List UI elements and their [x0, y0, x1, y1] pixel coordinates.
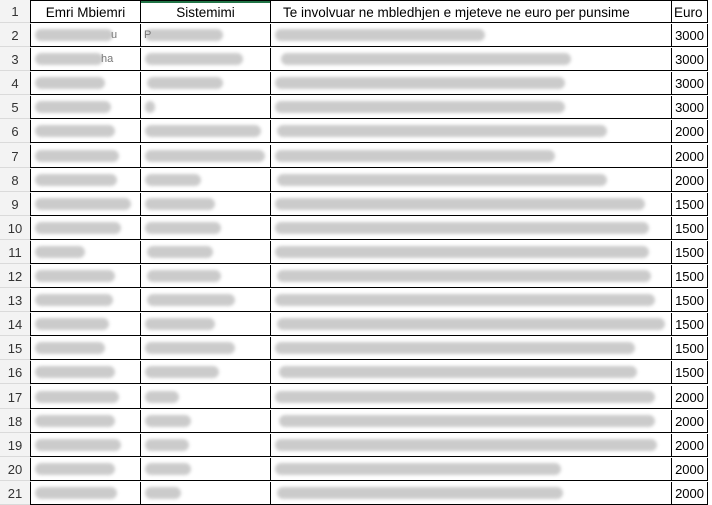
table-row — [0, 145, 712, 168]
system-cell[interactable] — [141, 289, 271, 312]
table-row — [0, 96, 712, 119]
euro-cell[interactable]: 1500 — [672, 193, 708, 216]
table-row — [0, 193, 712, 216]
name-cell[interactable] — [30, 434, 141, 457]
system-cell[interactable] — [141, 458, 271, 481]
euro-cell[interactable]: 2000 — [672, 434, 708, 457]
involvement-cell[interactable] — [271, 386, 672, 409]
table-row — [0, 337, 712, 360]
system-cell[interactable] — [141, 193, 271, 216]
system-cell[interactable] — [141, 169, 271, 192]
table-row — [0, 265, 712, 288]
row-number[interactable]: 7 — [0, 145, 30, 168]
name-cell[interactable] — [30, 96, 141, 119]
redaction-smear — [145, 150, 265, 162]
redaction-smear — [35, 415, 115, 427]
row-number[interactable]: 1 — [0, 0, 30, 23]
involvement-cell[interactable] — [271, 289, 672, 312]
involvement-cell[interactable] — [271, 48, 672, 71]
redaction-smear — [275, 246, 649, 258]
redaction-smear — [145, 463, 191, 475]
involvement-cell[interactable] — [271, 265, 672, 288]
system-cell[interactable] — [141, 217, 271, 240]
euro-cell[interactable]: 1500 — [672, 217, 708, 240]
table-row — [0, 458, 712, 481]
table-row — [0, 313, 712, 336]
redaction-smear — [35, 270, 115, 282]
table-row — [0, 24, 712, 47]
table-row — [0, 72, 712, 95]
row-number[interactable]: 6 — [0, 120, 30, 143]
table-row — [0, 434, 712, 457]
system-cell[interactable] — [141, 265, 271, 288]
euro-cell[interactable]: 3000 — [672, 96, 708, 119]
involvement-cell[interactable] — [271, 96, 672, 119]
euro-cell[interactable]: 1500 — [672, 313, 708, 336]
redaction-smear — [35, 487, 117, 499]
redaction-smear — [35, 463, 115, 475]
redaction-smear — [277, 270, 651, 282]
row-number[interactable]: 9 — [0, 193, 30, 216]
visible-text-fragment: ha — [101, 53, 114, 66]
redaction-smear — [145, 125, 261, 137]
involvement-cell[interactable] — [271, 120, 672, 143]
redaction-smear — [145, 29, 223, 41]
system-cell[interactable] — [141, 120, 271, 143]
involvement-cell[interactable] — [271, 169, 672, 192]
system-cell[interactable] — [141, 241, 271, 264]
redaction-smear — [145, 318, 215, 330]
redaction-smear — [35, 174, 117, 186]
involvement-cell[interactable] — [271, 313, 672, 336]
involvement-cell[interactable] — [271, 193, 672, 216]
redaction-smear — [275, 222, 649, 234]
redaction-smear — [145, 53, 243, 65]
redaction-smear — [35, 294, 113, 306]
redaction-smear — [281, 53, 571, 65]
system-cell[interactable] — [141, 361, 271, 384]
system-cell[interactable] — [141, 482, 271, 505]
row-number[interactable]: 19 — [0, 434, 30, 457]
table-row — [0, 217, 712, 240]
euro-cell[interactable]: 2000 — [672, 410, 708, 433]
table-row — [0, 386, 712, 409]
system-cell[interactable] — [141, 48, 271, 71]
redaction-smear — [147, 270, 221, 282]
header-system-cell[interactable]: Sistemimi — [141, 0, 271, 23]
euro-cell[interactable]: 2000 — [672, 120, 708, 143]
redaction-smear — [35, 198, 131, 210]
visible-text-fragment: u — [111, 29, 118, 41]
row-number[interactable]: 15 — [0, 337, 30, 360]
euro-cell[interactable]: 2000 — [672, 169, 708, 192]
system-cell[interactable] — [141, 337, 271, 360]
redaction-smear — [145, 366, 219, 378]
euro-cell[interactable]: 3000 — [672, 72, 708, 95]
redaction-smear — [35, 53, 103, 65]
euro-cell[interactable]: 1500 — [672, 361, 708, 384]
redaction-smear — [35, 318, 109, 330]
name-cell[interactable] — [30, 458, 141, 481]
redaction-smear — [145, 101, 155, 113]
name-cell[interactable] — [30, 361, 141, 384]
header-involvement-cell[interactable]: Te involvuar ne mbledhjen e mjeteve ne euro per punsime — [271, 0, 672, 23]
name-cell[interactable] — [30, 337, 141, 360]
visible-text-fragment: P — [144, 29, 152, 41]
redaction-smear — [35, 125, 115, 137]
row-number[interactable]: 4 — [0, 72, 30, 95]
involvement-cell[interactable] — [271, 217, 672, 240]
row-number[interactable]: 5 — [0, 96, 30, 119]
name-cell[interactable] — [30, 313, 141, 336]
redaction-smear — [275, 463, 561, 475]
system-cell[interactable] — [141, 72, 271, 95]
redaction-smear — [35, 101, 111, 113]
row-number[interactable]: 21 — [0, 482, 30, 505]
table-row — [0, 289, 712, 312]
redaction-smear — [277, 174, 607, 186]
row-number[interactable]: 11 — [0, 241, 30, 264]
row-number[interactable]: 18 — [0, 410, 30, 433]
system-cell[interactable] — [141, 145, 271, 168]
euro-cell[interactable]: 2000 — [672, 386, 708, 409]
euro-cell[interactable]: 2000 — [672, 458, 708, 481]
involvement-cell[interactable] — [271, 72, 672, 95]
table-row — [0, 120, 712, 143]
redaction-smear — [275, 150, 555, 162]
row-number[interactable]: 13 — [0, 289, 30, 312]
system-cell[interactable] — [141, 410, 271, 433]
name-cell[interactable] — [30, 169, 141, 192]
redaction-smear — [145, 439, 189, 451]
redaction-smear — [35, 342, 105, 354]
euro-cell[interactable]: 1500 — [672, 241, 708, 264]
table-row — [0, 241, 712, 264]
redaction-smear — [279, 366, 637, 378]
table-row — [0, 48, 712, 71]
row-number[interactable]: 14 — [0, 313, 30, 336]
header-row — [0, 0, 712, 23]
redaction-smear — [35, 246, 85, 258]
name-cell[interactable] — [30, 120, 141, 143]
header-euro-cell[interactable]: Euro — [672, 0, 708, 23]
euro-cell[interactable]: 3000 — [672, 24, 708, 47]
involvement-cell[interactable] — [271, 24, 672, 47]
redaction-smear — [35, 222, 121, 234]
redaction-smear — [275, 29, 485, 41]
table-row — [0, 482, 712, 505]
name-cell[interactable] — [30, 386, 141, 409]
name-cell[interactable] — [30, 241, 141, 264]
euro-cell[interactable]: 2000 — [672, 482, 708, 505]
name-cell[interactable] — [30, 24, 141, 47]
table-row — [0, 410, 712, 433]
redaction-smear — [147, 77, 223, 89]
euro-cell[interactable]: 3000 — [672, 48, 708, 71]
name-cell[interactable] — [30, 72, 141, 95]
redaction-smear — [35, 391, 119, 403]
row-number[interactable]: 10 — [0, 217, 30, 240]
name-cell[interactable] — [30, 482, 141, 505]
redaction-smear — [35, 150, 119, 162]
redaction-smear — [145, 174, 201, 186]
redaction-smear — [35, 77, 105, 89]
involvement-cell[interactable] — [271, 458, 672, 481]
redaction-smear — [145, 415, 191, 427]
redaction-smear — [147, 246, 213, 258]
redaction-smear — [277, 318, 665, 330]
row-number[interactable]: 12 — [0, 265, 30, 288]
euro-cell[interactable]: 2000 — [672, 145, 708, 168]
redaction-smear — [275, 439, 657, 451]
row-number[interactable]: 20 — [0, 458, 30, 481]
redaction-smear — [279, 415, 655, 427]
redaction-smear — [145, 391, 179, 403]
involvement-cell[interactable] — [271, 410, 672, 433]
euro-cell[interactable]: 1500 — [672, 289, 708, 312]
redaction-smear — [145, 198, 215, 210]
name-cell[interactable] — [30, 289, 141, 312]
redaction-smear — [275, 342, 635, 354]
redaction-smear — [275, 391, 655, 403]
redaction-smear — [145, 222, 221, 234]
row-number[interactable]: 2 — [0, 24, 30, 47]
system-cell[interactable] — [141, 96, 271, 119]
redaction-smear — [35, 439, 121, 451]
name-cell[interactable] — [30, 48, 141, 71]
name-cell[interactable] — [30, 217, 141, 240]
redaction-smear — [35, 366, 115, 378]
redaction-smear — [275, 101, 565, 113]
euro-cell[interactable]: 1500 — [672, 337, 708, 360]
involvement-cell[interactable] — [271, 434, 672, 457]
redaction-smear — [145, 487, 181, 499]
system-cell[interactable] — [141, 313, 271, 336]
row-number[interactable]: 17 — [0, 386, 30, 409]
involvement-cell[interactable] — [271, 482, 672, 505]
system-cell[interactable] — [141, 434, 271, 457]
name-cell[interactable] — [30, 265, 141, 288]
row-number[interactable]: 16 — [0, 361, 30, 384]
table-row — [0, 169, 712, 192]
name-cell[interactable] — [30, 145, 141, 168]
redaction-smear — [277, 487, 563, 499]
redaction-smear — [275, 294, 655, 306]
header-name-cell[interactable]: Emri Mbiemri — [30, 0, 141, 23]
redaction-smear — [275, 77, 565, 89]
name-cell[interactable] — [30, 410, 141, 433]
involvement-cell[interactable] — [271, 241, 672, 264]
row-number[interactable]: 3 — [0, 48, 30, 71]
redaction-smear — [277, 125, 607, 137]
involvement-cell[interactable] — [271, 337, 672, 360]
system-cell[interactable] — [141, 24, 271, 47]
involvement-cell[interactable] — [271, 361, 672, 384]
involvement-cell[interactable] — [271, 145, 672, 168]
system-cell[interactable] — [141, 386, 271, 409]
redaction-smear — [275, 198, 645, 210]
table-row — [0, 361, 712, 384]
euro-cell[interactable]: 1500 — [672, 265, 708, 288]
redaction-smear — [145, 342, 235, 354]
redaction-smear — [35, 29, 113, 41]
name-cell[interactable] — [30, 193, 141, 216]
redaction-smear — [147, 294, 235, 306]
row-number[interactable]: 8 — [0, 169, 30, 192]
